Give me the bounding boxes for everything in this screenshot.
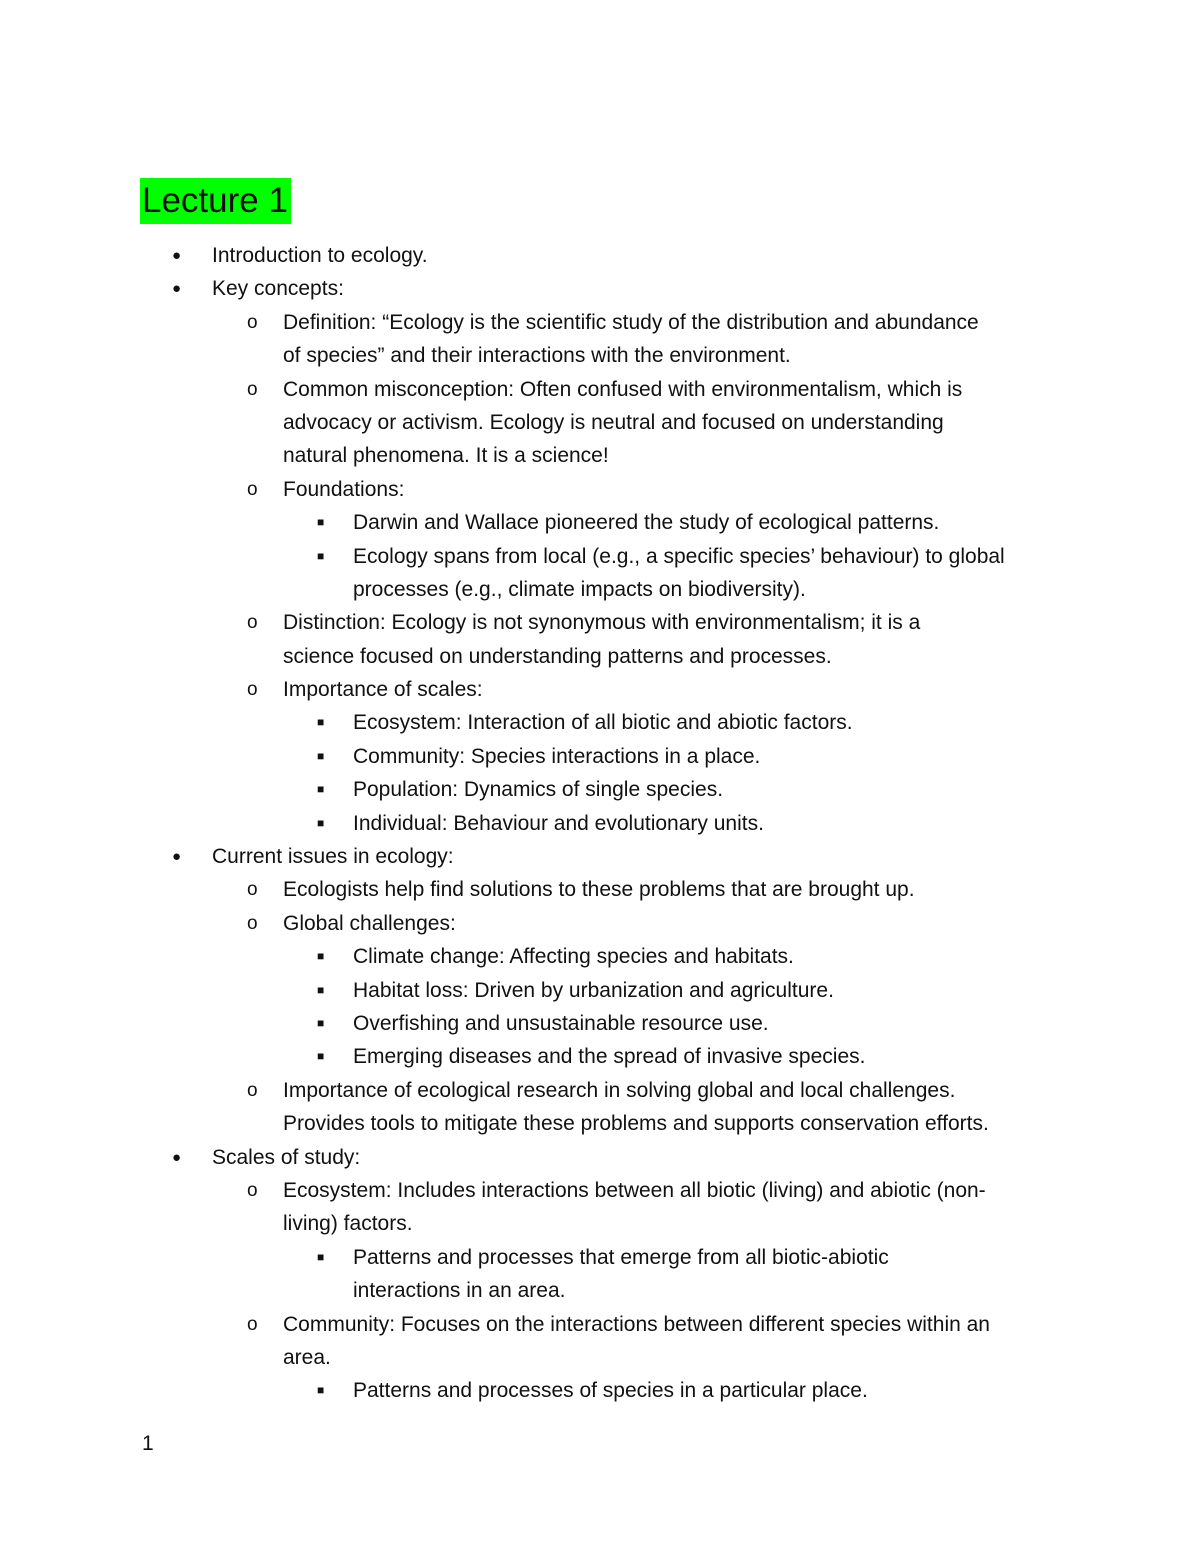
list-item-text: Emerging diseases and the spread of invasive species. [353, 1045, 866, 1069]
list-item [0, 239, 1200, 272]
list-item [0, 1341, 1200, 1374]
list-item [0, 473, 1200, 506]
list-item [0, 640, 1200, 673]
list-item [0, 807, 1200, 840]
list-item [0, 1141, 1200, 1174]
list-item-text: of species” and their interactions with the environment. [283, 344, 791, 368]
title-wrap [140, 178, 291, 224]
bullet-square-icon: ■ [317, 949, 325, 964]
list-item [0, 1241, 1200, 1274]
bullet-disc-icon: ● [172, 1148, 182, 1166]
bullet-square-icon: ■ [317, 548, 325, 563]
list-item [0, 940, 1200, 973]
list-item-text: Key concepts: [212, 277, 344, 301]
bullet-circle-icon: o [247, 1313, 258, 1335]
bullet-circle-icon: o [247, 879, 258, 901]
list-item-text: Patterns and processes that emerge from all biotic-abiotic [353, 1245, 889, 1269]
list-item-text: Common misconception: Often confused with environmentalism, which is [283, 377, 963, 401]
list-item [0, 1374, 1200, 1407]
list-item [0, 606, 1200, 639]
list-item-text: Population: Dynamics of single species. [353, 778, 724, 802]
bullet-square-icon: ■ [317, 715, 325, 730]
list-item-text: living) factors. [283, 1212, 413, 1236]
list-item [0, 1207, 1200, 1240]
list-item [0, 740, 1200, 773]
list-item [0, 1040, 1200, 1073]
bullet-square-icon: ■ [317, 982, 325, 997]
list-item-text: Importance of scales: [283, 678, 483, 702]
bullet-circle-icon: o [247, 378, 258, 400]
list-item-text: Ecology spans from local (e.g., a specific species’ behaviour) to global [353, 544, 1005, 568]
list-item [0, 840, 1200, 873]
bullet-square-icon: ■ [317, 748, 325, 763]
list-item [0, 506, 1200, 539]
list-item [0, 873, 1200, 906]
list-item [0, 339, 1200, 372]
bullet-circle-icon: o [247, 679, 258, 701]
list-item [0, 907, 1200, 940]
list-item-text: Definition: “Ecology is the scientific study of the distribution and abundance [283, 310, 979, 334]
bullet-square-icon: ■ [317, 815, 325, 830]
list-item-text: interactions in an area. [353, 1279, 566, 1303]
list-item [0, 673, 1200, 706]
bullet-circle-icon: o [247, 612, 258, 634]
list-item [0, 1174, 1200, 1207]
list-item-text: Scales of study: [212, 1145, 361, 1169]
list-item [0, 773, 1200, 806]
list-item-text: Ecosystem: Interaction of all biotic and abiotic factors. [353, 711, 853, 735]
bullet-square-icon: ■ [317, 782, 325, 797]
bullet-circle-icon: o [247, 1079, 258, 1101]
list-item-text: natural phenomena. It is a science! [283, 444, 609, 468]
list-item-text: Importance of ecological research in solving global and local challenges. [283, 1078, 956, 1102]
list-item [0, 406, 1200, 439]
bullet-square-icon: ■ [317, 515, 325, 530]
bullet-circle-icon: o [247, 1179, 258, 1201]
bullet-list [0, 239, 1200, 1408]
list-item-text: Global challenges: [283, 911, 456, 935]
bullet-circle-icon: o [247, 311, 258, 333]
list-item [0, 1308, 1200, 1341]
list-item-text: Current issues in ecology: [212, 845, 454, 869]
bullet-square-icon: ■ [317, 1015, 325, 1030]
list-item [0, 439, 1200, 472]
list-item-text: Provides tools to mitigate these problems and supports conservation efforts. [283, 1112, 989, 1136]
bullet-square-icon: ■ [317, 1049, 325, 1064]
bullet-square-icon: ■ [317, 1249, 325, 1264]
list-item-text: Introduction to ecology. [212, 244, 428, 267]
list-item [0, 1074, 1200, 1107]
list-item [0, 1107, 1200, 1140]
list-item-text: Climate change: Affecting species and habitats. [353, 945, 794, 969]
list-item-text: science focused on understanding patterns and processes. [283, 644, 832, 668]
list-item [0, 373, 1200, 406]
list-item [0, 573, 1200, 606]
list-item [0, 706, 1200, 739]
list-item-text: Ecosystem: Includes interactions between all biotic (living) and abiotic (non- [283, 1178, 986, 1202]
list-item-text: Distinction: Ecology is not synonymous with environmentalism; it is a [283, 611, 921, 635]
list-item [0, 272, 1200, 305]
list-item-text: area. [283, 1345, 331, 1369]
list-item [0, 1007, 1200, 1040]
list-item-text: Overfishing and unsustainable resource use. [353, 1011, 769, 1035]
list-item-text: Individual: Behaviour and evolutionary units. [353, 811, 764, 835]
list-item-text: Ecologists help find solutions to these problems that are brought up. [283, 878, 915, 902]
bullet-circle-icon: o [247, 478, 258, 500]
bullet-disc-icon: ● [172, 247, 182, 264]
list-item-text: Community: Species interactions in a place. [353, 744, 761, 768]
list-item [0, 540, 1200, 573]
list-item [0, 974, 1200, 1007]
page-number: 1 [142, 1432, 154, 1455]
bullet-disc-icon: ● [172, 280, 182, 298]
list-item-text: advocacy or activism. Ecology is neutral and focused on understanding [283, 410, 944, 434]
list-item-text: Patterns and processes of species in a particular place. [353, 1379, 868, 1403]
list-item-text: Community: Focuses on the interactions between different species within an [283, 1312, 990, 1336]
list-item-text: Foundations: [283, 477, 405, 501]
bullet-disc-icon: ● [172, 848, 182, 866]
bullet-square-icon: ■ [317, 1383, 325, 1398]
bullet-circle-icon: o [247, 912, 258, 934]
page-title: Lecture 1 [140, 178, 291, 224]
list-item-text: processes (e.g., climate impacts on biodiversity). [353, 577, 806, 601]
list-item [0, 306, 1200, 339]
list-item-text: Darwin and Wallace pioneered the study of ecological patterns. [353, 511, 940, 535]
list-item [0, 1274, 1200, 1307]
list-item-text: Habitat loss: Driven by urbanization and agriculture. [353, 978, 834, 1002]
